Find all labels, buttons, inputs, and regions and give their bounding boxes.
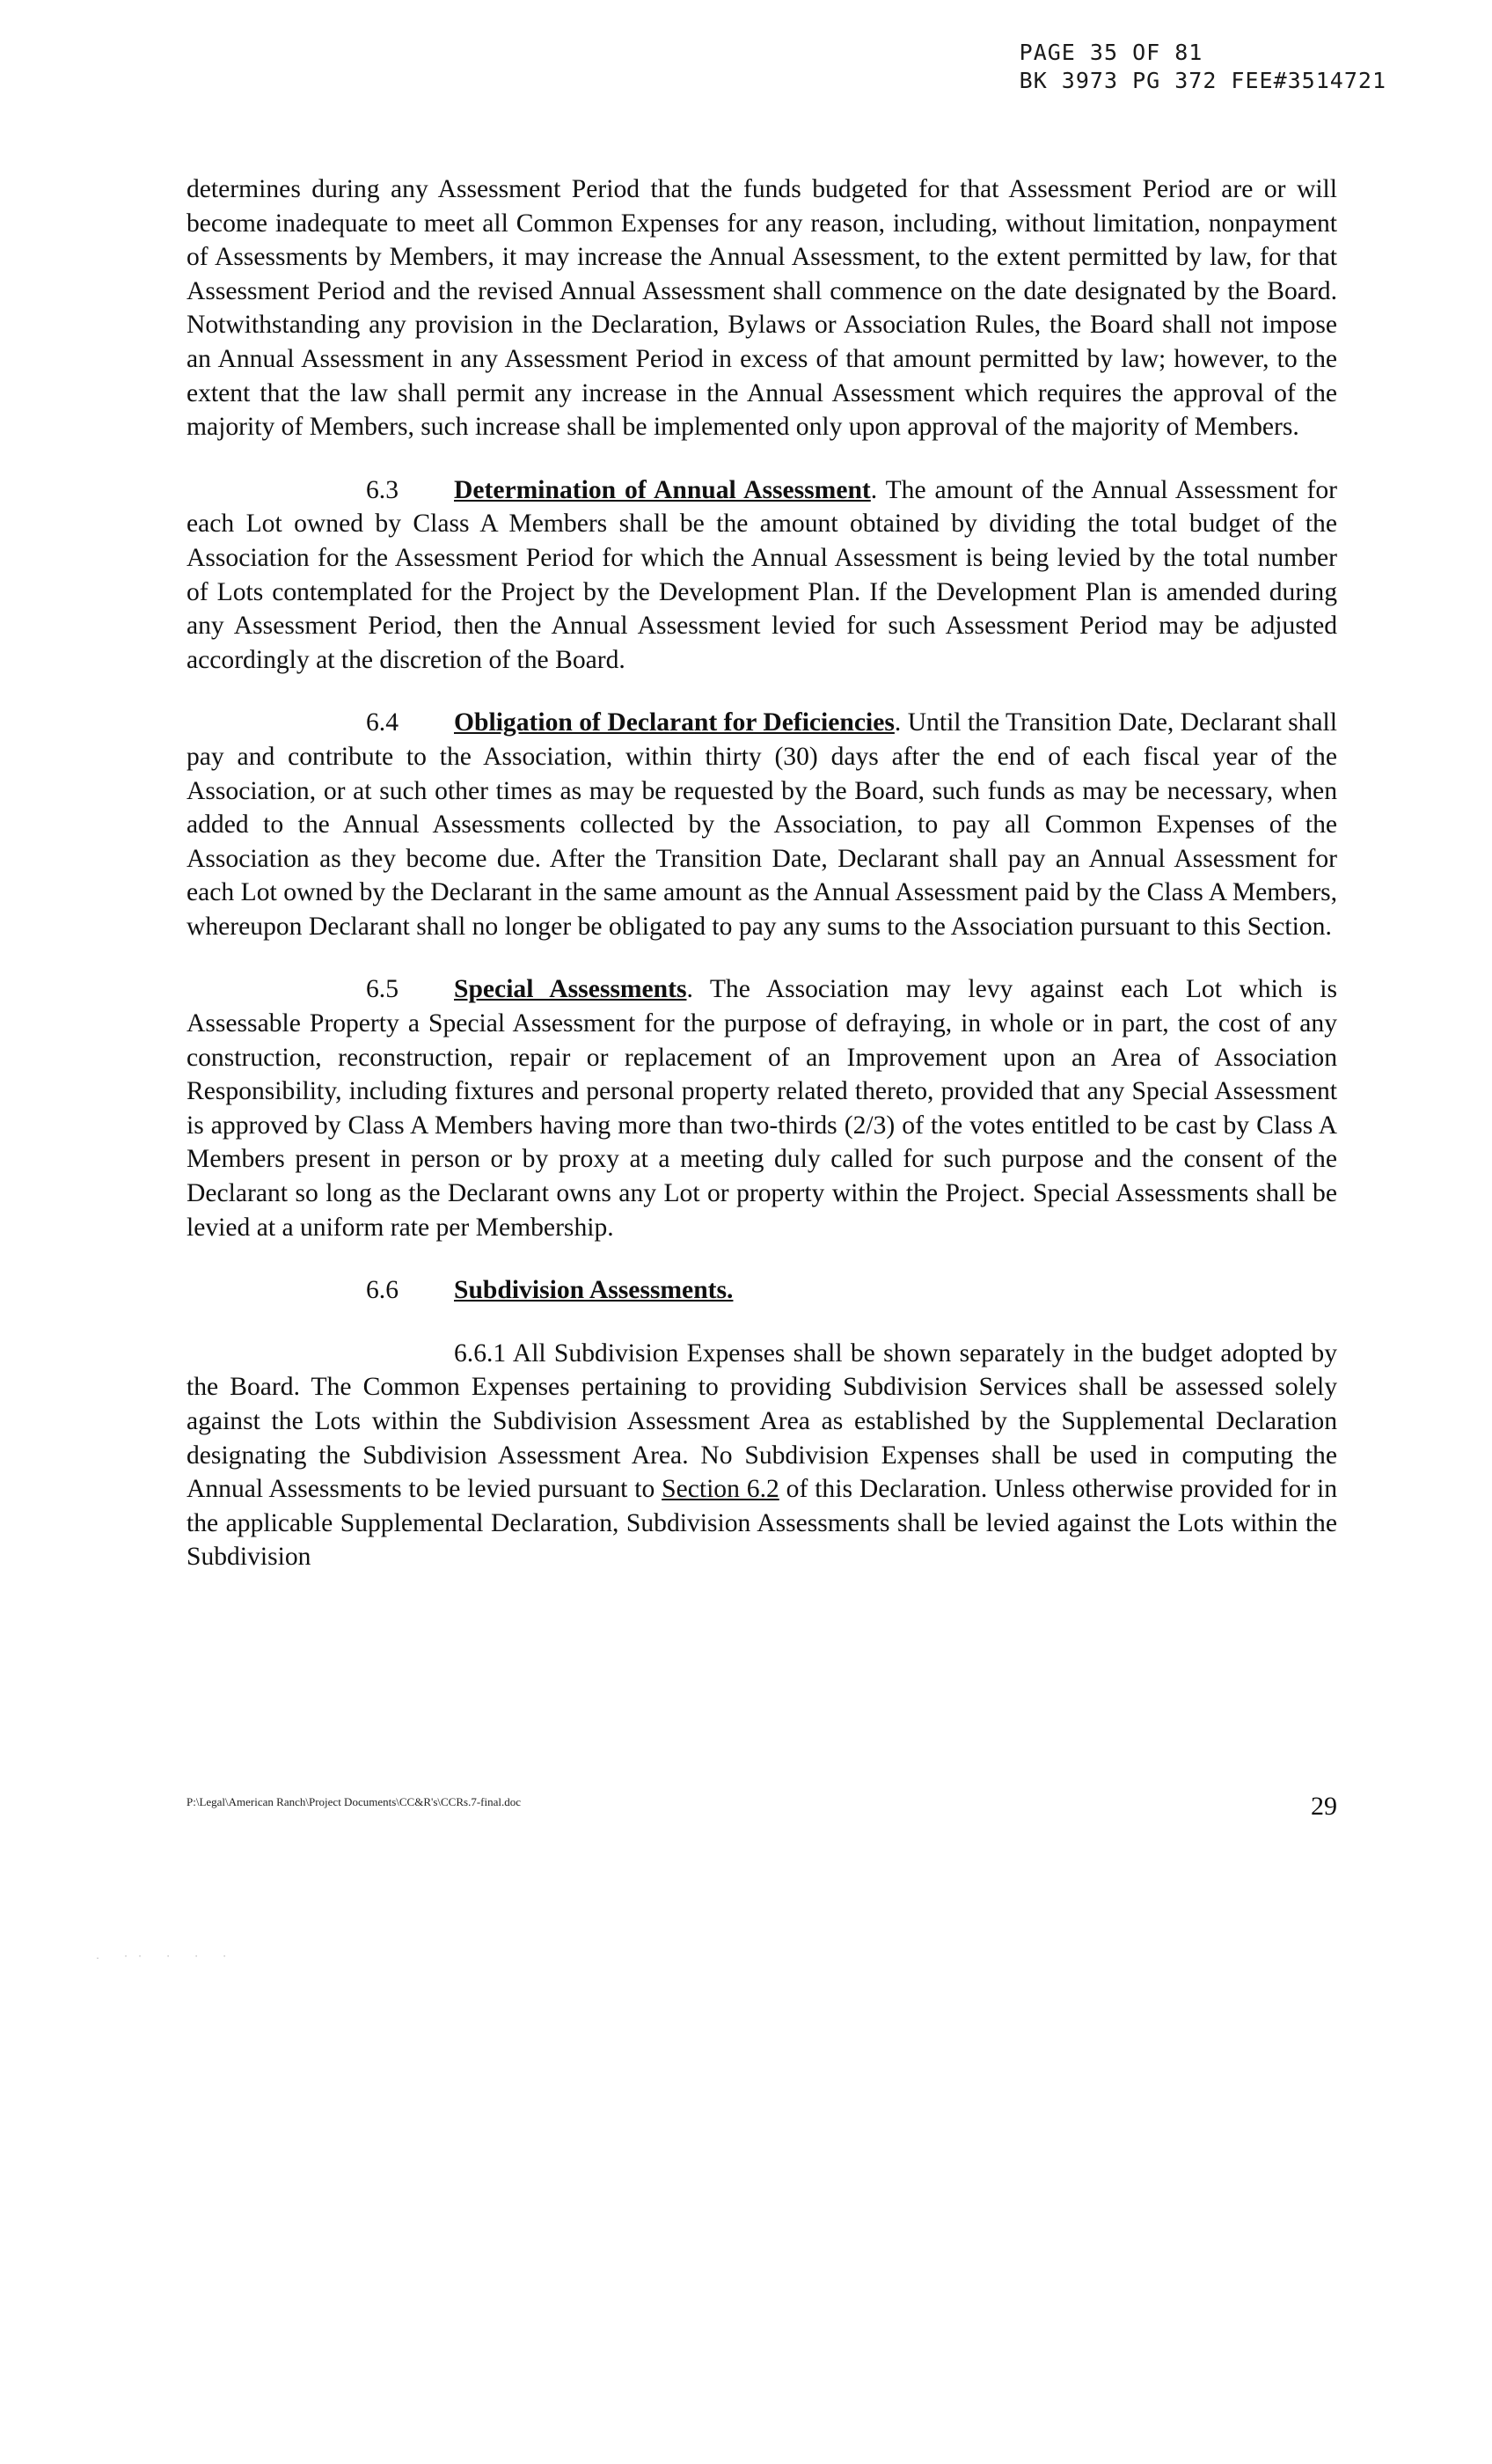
section-text: . Until the Transition Date, Declarant shall pay and contribute to the Association, within thirty (30) days after the end of each fiscal year of the Association, or at such other times as may be requested by the Board, such funds as may be necessary, when added to the Annual Assessments collected by the Association, to pay all Common Expenses of the Association as they become due. After the Transition Date, Declarant shall pay an Annual Assessment for each Lot owned by the Declarant in the same amount as the Annual Assessment paid by the Class A Members, whereupon Declarant shall no longer be obligated to pay any sums to the Association pursuant to this Section. xyxy=(186,708,1337,941)
scan-specks: . ·· · · · xyxy=(95,1952,237,1962)
recording-stamp xyxy=(1020,39,1386,95)
document-body xyxy=(186,172,1337,1603)
continued-paragraph-text: determines during any Assessment Period that the funds budgeted for that Assessment Period are or will become inadequate to meet all Common Expenses for any reason, including, without limitation, nonpayment of Assessments by Members, it may increase the Annual Assessment, to the extent permitted by law, for that Assessment Period and the revised Annual Assessment shall commence on the date designated by the Board. Notwithstanding any provision in the Declaration, Bylaws or Association Rules, the Board shall not impose an Annual Assessment in any Assessment Period in excess of that amount permitted by law; however, to the extent that the law shall permit any increase in the Annual Assessment which requires the approval of the majority of Members, such increase shall be implemented only upon approval of the majority of Members. xyxy=(186,175,1337,442)
section-text: . The amount of the Annual Assessment for each Lot owned by Class A Members shall be the amount obtained by dividing the total budget of the Association for the Assessment Period for which the Annual Assessment is being levied by the total number of Lots contemplated for the Project by the Development Plan. If the Development Plan is amended during any Assessment Period, then the Annual Assessment levied for such Assessment Period may be adjusted accordingly at the discretion of the Board. xyxy=(186,475,1337,674)
section-number: 6.3 xyxy=(366,475,399,504)
section-title: Obligation of Declarant for Deficiencies xyxy=(454,708,895,737)
stamp-book-line: BK 3973 PG 372 FEE#3514721 xyxy=(1019,68,1386,93)
continued-paragraph xyxy=(186,172,1337,444)
subsection-text-a: All Subdivision Expenses shall be shown separately in the budget adopted by the Board. The Common Expenses pertaining to providing Subdivision Services shall be assessed solely against the Lots within the Subdivision Assessment Area as established by the Supplemental Declaration designating the Subdivision Assessment Area. No Subdivision Expenses shall be used in computing the Annual Assessments to be levied pursuant to xyxy=(186,1338,1337,1504)
section-title: Subdivision Assessments. xyxy=(454,1276,734,1305)
stamp-page-line: PAGE 35 OF 81 xyxy=(1019,40,1203,65)
section-number: 6.6 xyxy=(366,1276,399,1305)
file-path: P:\Legal\American Ranch\Project Documents\CC&R's\CCRs.7-final.doc xyxy=(186,1795,522,1808)
section-reference-link: Section 6.2 xyxy=(662,1475,779,1504)
subsection-text-b: of this Declaration. Unless otherwise provided for in the applicable Supplemental Declaration, Subdivision Assessments shall be levied against the Lots within the Subdivision xyxy=(186,1475,1338,1572)
section-6-6-1 xyxy=(186,1337,1337,1574)
section-6-6-heading xyxy=(186,1273,1337,1308)
section-6-4 xyxy=(186,706,1337,943)
section-number: 6.4 xyxy=(366,708,399,737)
section-6-3 xyxy=(186,473,1337,678)
section-title: Special Assessments xyxy=(454,975,687,1004)
subsection-number: 6.6.1 xyxy=(454,1338,507,1368)
section-title: Determination of Annual Assessment xyxy=(454,475,871,504)
section-text: . The Association may levy against each Lot which is Assessable Property a Special Assessment for the purpose of defraying, in whole or in part, the cost of any construction, reconstruction, repair or replacement of an Improvement upon an Area of Association Responsibility, including fixtures and personal property related thereto, provided that any Special Assessment is approved by Class A Members having more than two-thirds (2/3) of the votes entitled to be cast by Class A Members present in person or by proxy at a meeting duly called for such purpose and the consent of the Declarant so long as the Declarant owns any Lot or property within the Project. Special Assessments shall be levied at a uniform rate per Membership. xyxy=(186,975,1337,1242)
section-number: 6.5 xyxy=(366,975,399,1004)
section-6-5 xyxy=(186,972,1337,1244)
page-number: 29 xyxy=(1311,1792,1337,1821)
